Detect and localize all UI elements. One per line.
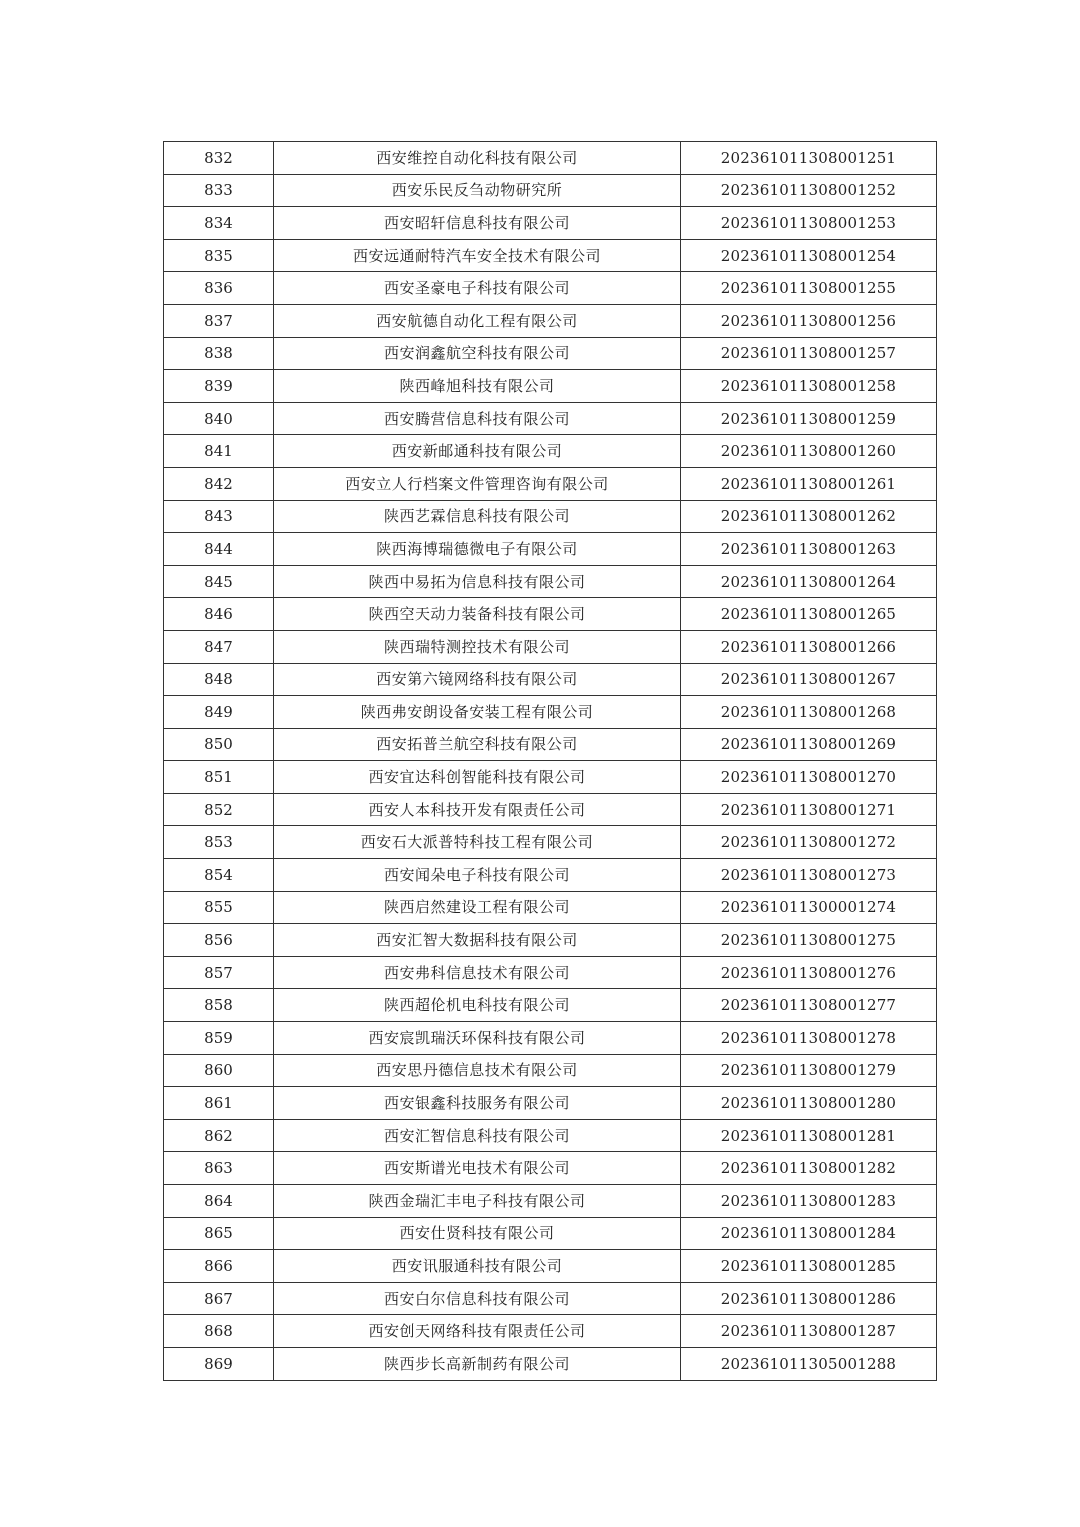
registration-code-cell: 202361011308001268 <box>681 696 937 729</box>
registration-code-cell: 202361011308001283 <box>681 1185 937 1218</box>
row-number-cell: 860 <box>164 1054 274 1087</box>
table-row <box>164 1315 937 1348</box>
registration-code-cell: 202361011308001281 <box>681 1119 937 1152</box>
company-name-cell: 西安拓普兰航空科技有限公司 <box>274 728 681 761</box>
registration-code-cell: 202361011308001282 <box>681 1152 937 1185</box>
table-row <box>164 826 937 859</box>
row-number-cell: 853 <box>164 826 274 859</box>
registration-code-cell: 202361011308001256 <box>681 304 937 337</box>
registration-code-cell: 202361011308001253 <box>681 207 937 240</box>
row-number-cell: 850 <box>164 728 274 761</box>
registration-code-cell: 202361011308001257 <box>681 337 937 370</box>
table-row <box>164 1022 937 1055</box>
registration-code-cell: 202361011308001259 <box>681 402 937 435</box>
table-row <box>164 565 937 598</box>
row-number-cell: 833 <box>164 174 274 207</box>
registration-code-cell: 202361011308001264 <box>681 565 937 598</box>
company-name-cell: 陕西艺霖信息科技有限公司 <box>274 500 681 533</box>
company-name-cell: 西安人本科技开发有限责任公司 <box>274 793 681 826</box>
row-number-cell: 847 <box>164 630 274 663</box>
table-row <box>164 500 937 533</box>
company-name-cell: 西安圣豪电子科技有限公司 <box>274 272 681 305</box>
row-number-cell: 842 <box>164 467 274 500</box>
table-row <box>164 1217 937 1250</box>
table-row <box>164 435 937 468</box>
registration-code-cell: 202361011308001287 <box>681 1315 937 1348</box>
row-number-cell: 834 <box>164 207 274 240</box>
registration-code-cell: 202361011308001255 <box>681 272 937 305</box>
table-row <box>164 304 937 337</box>
company-name-cell: 陕西超伦机电科技有限公司 <box>274 989 681 1022</box>
table-row <box>164 207 937 240</box>
row-number-cell: 854 <box>164 859 274 892</box>
table-row <box>164 467 937 500</box>
row-number-cell: 855 <box>164 891 274 924</box>
row-number-cell: 865 <box>164 1217 274 1250</box>
company-name-cell: 西安创天网络科技有限责任公司 <box>274 1315 681 1348</box>
table-row <box>164 337 937 370</box>
registration-code-cell: 202361011308001286 <box>681 1282 937 1315</box>
row-number-cell: 851 <box>164 761 274 794</box>
row-number-cell: 857 <box>164 956 274 989</box>
company-name-cell: 西安宸凯瑞沃环保科技有限公司 <box>274 1022 681 1055</box>
company-name-cell: 西安润鑫航空科技有限公司 <box>274 337 681 370</box>
row-number-cell: 844 <box>164 533 274 566</box>
row-number-cell: 846 <box>164 598 274 631</box>
row-number-cell: 839 <box>164 370 274 403</box>
company-name-cell: 西安乐民反刍动物研究所 <box>274 174 681 207</box>
company-name-cell: 西安白尔信息科技有限公司 <box>274 1282 681 1315</box>
registration-code-cell: 202361011308001284 <box>681 1217 937 1250</box>
company-name-cell: 陕西瑞特测控技术有限公司 <box>274 630 681 663</box>
registration-code-cell: 202361011308001265 <box>681 598 937 631</box>
table-row <box>164 272 937 305</box>
table-row <box>164 728 937 761</box>
row-number-cell: 863 <box>164 1152 274 1185</box>
table-row <box>164 598 937 631</box>
row-number-cell: 852 <box>164 793 274 826</box>
table-row <box>164 696 937 729</box>
table-row <box>164 370 937 403</box>
table-row <box>164 1119 937 1152</box>
company-name-cell: 西安斯谱光电技术有限公司 <box>274 1152 681 1185</box>
registration-code-cell: 202361011308001267 <box>681 663 937 696</box>
company-name-cell: 陕西步长高新制药有限公司 <box>274 1347 681 1380</box>
company-name-cell: 陕西弗安朗设备安装工程有限公司 <box>274 696 681 729</box>
table-row <box>164 761 937 794</box>
table-row <box>164 956 937 989</box>
table-row <box>164 989 937 1022</box>
company-name-cell: 陕西峰旭科技有限公司 <box>274 370 681 403</box>
registration-code-cell: 202361011308001276 <box>681 956 937 989</box>
row-number-cell: 837 <box>164 304 274 337</box>
row-number-cell: 848 <box>164 663 274 696</box>
company-name-cell: 西安仕贤科技有限公司 <box>274 1217 681 1250</box>
company-name-cell: 西安立人行档案文件管理咨询有限公司 <box>274 467 681 500</box>
company-name-cell: 西安宜达科创智能科技有限公司 <box>274 761 681 794</box>
registration-code-cell: 202361011308001263 <box>681 533 937 566</box>
table-row <box>164 924 937 957</box>
row-number-cell: 856 <box>164 924 274 957</box>
table-row <box>164 1282 937 1315</box>
table-row <box>164 402 937 435</box>
row-number-cell: 862 <box>164 1119 274 1152</box>
row-number-cell: 866 <box>164 1250 274 1283</box>
row-number-cell: 836 <box>164 272 274 305</box>
table-row <box>164 891 937 924</box>
row-number-cell: 849 <box>164 696 274 729</box>
registration-code-cell: 202361011305001288 <box>681 1347 937 1380</box>
company-name-cell: 西安腾营信息科技有限公司 <box>274 402 681 435</box>
registration-code-cell: 202361011308001277 <box>681 989 937 1022</box>
registration-code-cell: 202361011300001274 <box>681 891 937 924</box>
table-row <box>164 793 937 826</box>
company-name-cell: 西安思丹德信息技术有限公司 <box>274 1054 681 1087</box>
row-number-cell: 845 <box>164 565 274 598</box>
table-row <box>164 1347 937 1380</box>
company-name-cell: 西安新邮通科技有限公司 <box>274 435 681 468</box>
row-number-cell: 864 <box>164 1185 274 1218</box>
row-number-cell: 859 <box>164 1022 274 1055</box>
registration-code-cell: 202361011308001261 <box>681 467 937 500</box>
company-name-cell: 西安弗科信息技术有限公司 <box>274 956 681 989</box>
row-number-cell: 867 <box>164 1282 274 1315</box>
row-number-cell: 832 <box>164 142 274 175</box>
registration-code-cell: 202361011308001251 <box>681 142 937 175</box>
company-name-cell: 陕西海博瑞德微电子有限公司 <box>274 533 681 566</box>
registration-code-cell: 202361011308001273 <box>681 859 937 892</box>
company-name-cell: 西安第六镜网络科技有限公司 <box>274 663 681 696</box>
table-row <box>164 663 937 696</box>
company-list-table <box>163 141 937 1381</box>
registration-code-cell: 202361011308001278 <box>681 1022 937 1055</box>
registration-code-cell: 202361011308001262 <box>681 500 937 533</box>
registration-code-cell: 202361011308001258 <box>681 370 937 403</box>
table-row <box>164 859 937 892</box>
table-row <box>164 1054 937 1087</box>
registration-code-cell: 202361011308001285 <box>681 1250 937 1283</box>
registration-code-cell: 202361011308001270 <box>681 761 937 794</box>
company-name-cell: 西安昭轩信息科技有限公司 <box>274 207 681 240</box>
registration-code-cell: 202361011308001275 <box>681 924 937 957</box>
company-name-cell: 西安石大派普特科技工程有限公司 <box>274 826 681 859</box>
registration-code-cell: 202361011308001271 <box>681 793 937 826</box>
registration-code-cell: 202361011308001266 <box>681 630 937 663</box>
registration-code-cell: 202361011308001254 <box>681 239 937 272</box>
registration-code-cell: 202361011308001252 <box>681 174 937 207</box>
row-number-cell: 858 <box>164 989 274 1022</box>
table-row <box>164 1152 937 1185</box>
table-row <box>164 239 937 272</box>
row-number-cell: 843 <box>164 500 274 533</box>
row-number-cell: 835 <box>164 239 274 272</box>
company-name-cell: 陕西中易拓为信息科技有限公司 <box>274 565 681 598</box>
table-row <box>164 1185 937 1218</box>
registration-code-cell: 202361011308001269 <box>681 728 937 761</box>
company-name-cell: 陕西启然建设工程有限公司 <box>274 891 681 924</box>
table-row <box>164 142 937 175</box>
table-row <box>164 1087 937 1120</box>
row-number-cell: 841 <box>164 435 274 468</box>
row-number-cell: 861 <box>164 1087 274 1120</box>
row-number-cell: 838 <box>164 337 274 370</box>
company-name-cell: 西安讯服通科技有限公司 <box>274 1250 681 1283</box>
company-name-cell: 陕西金瑞汇丰电子科技有限公司 <box>274 1185 681 1218</box>
row-number-cell: 868 <box>164 1315 274 1348</box>
company-name-cell: 西安航德自动化工程有限公司 <box>274 304 681 337</box>
company-name-cell: 西安银鑫科技服务有限公司 <box>274 1087 681 1120</box>
table-row <box>164 533 937 566</box>
table-row <box>164 630 937 663</box>
row-number-cell: 869 <box>164 1347 274 1380</box>
table-body <box>164 142 937 1381</box>
registration-code-cell: 202361011308001260 <box>681 435 937 468</box>
company-name-cell: 西安维控自动化科技有限公司 <box>274 142 681 175</box>
registration-code-cell: 202361011308001280 <box>681 1087 937 1120</box>
company-name-cell: 西安汇智大数据科技有限公司 <box>274 924 681 957</box>
registration-code-cell: 202361011308001272 <box>681 826 937 859</box>
registration-code-cell: 202361011308001279 <box>681 1054 937 1087</box>
company-name-cell: 西安远通耐特汽车安全技术有限公司 <box>274 239 681 272</box>
company-name-cell: 陕西空天动力装备科技有限公司 <box>274 598 681 631</box>
table-row <box>164 1250 937 1283</box>
row-number-cell: 840 <box>164 402 274 435</box>
table-row <box>164 174 937 207</box>
company-name-cell: 西安汇智信息科技有限公司 <box>274 1119 681 1152</box>
company-name-cell: 西安闻朵电子科技有限公司 <box>274 859 681 892</box>
